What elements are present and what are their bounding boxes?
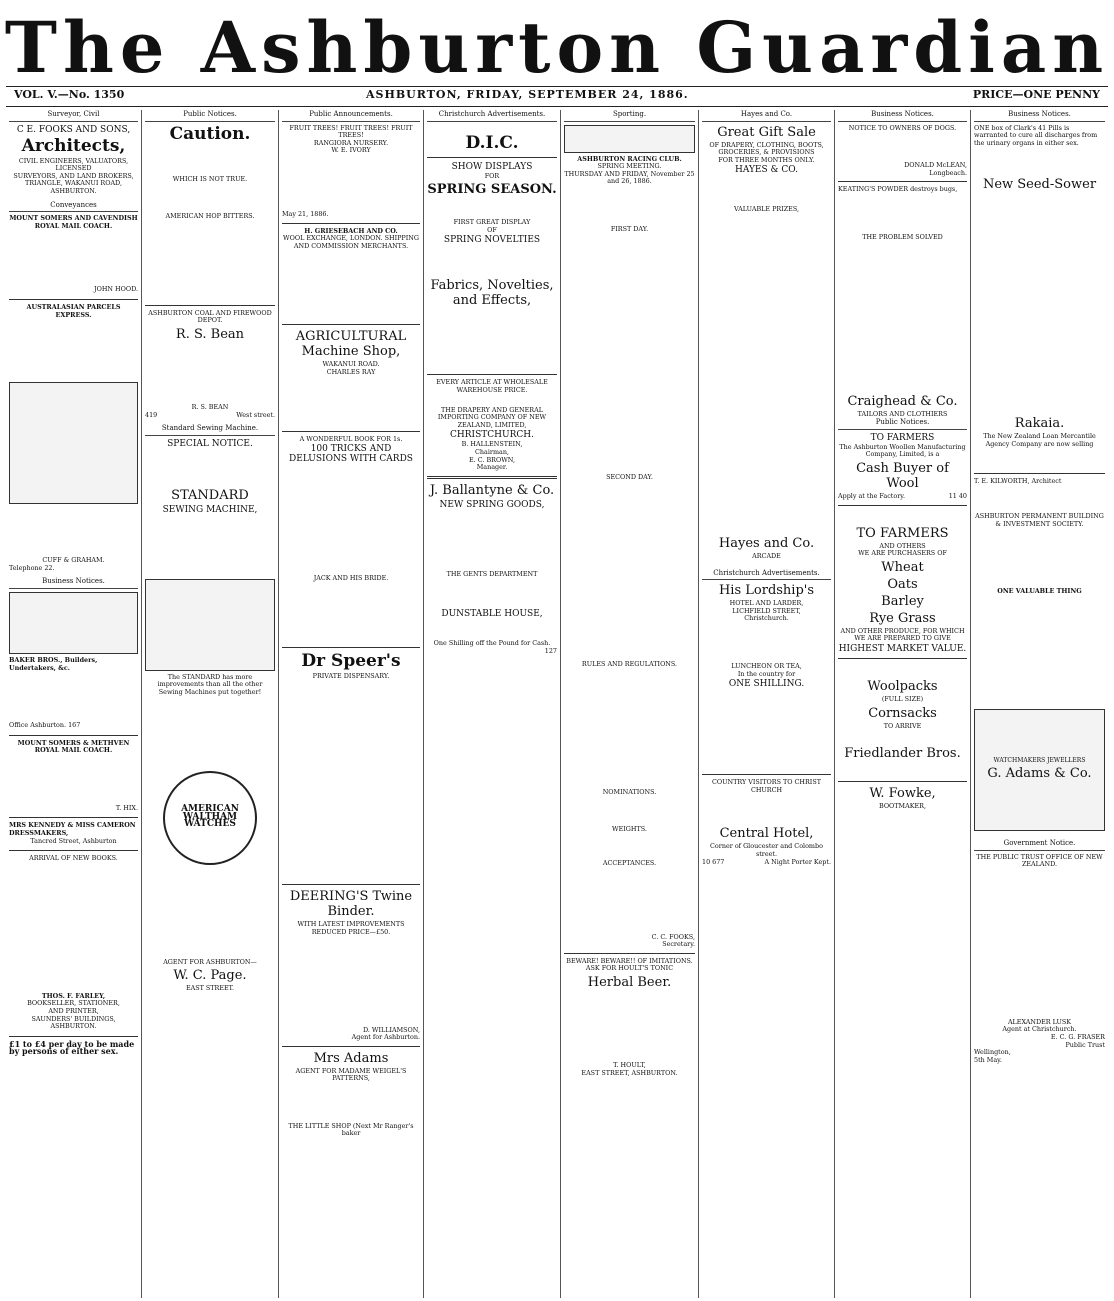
column-3: Public Announcements. FRUIT TREES! FRUIT TREES! FRUIT TREES! RANGIORA NURSERY. W. E. IVORY May 21, 1886. H. GRIESEBACH AND CO. WOOL EXCHANGE, LONDON. SHIPPING AND COMMISSION MERCHANTS. AGRICULTURAL Machine Shop, WAKANUI ROAD. CHARLES RAY A WONDERFUL BOOK FOR 1s. 100 TRICKS AND DELUSIONS WITH CARDS JACK AND HIS BRIDE. Dr Speer's PRIVATE DISPENSARY. DEERING'S Twine Binder. WITH LATEST IMPROVEMENTS REDUCED PRICE—£50. D. WILLIAMSON, Agent for Ashburton. Mrs Adams AGENT FOR MADAME WEIGEL'S PATTERNS, THE LITTLE SHOP (Next Mr Ranger's baker xyxy=(279,110,424,1298)
newspaper-title: The Ashburton Guardian xyxy=(4,6,1110,89)
masthead-top-rule xyxy=(6,86,1108,87)
masthead xyxy=(0,0,1114,106)
christchurch-header: Christchurch Advertisements. xyxy=(702,569,831,581)
column-header: Surveyor, Civil xyxy=(9,110,138,122)
masthead-info-row xyxy=(6,88,1108,104)
sewing-header: Standard Sewing Machine. xyxy=(145,424,275,436)
column-2: Public Notices. Caution. WHICH IS NOT TRUE. AMERICAN HOP BITTERS. ASHBURTON COAL AND FIREWOOD DEPOT. R. S. Bean R. S. BEAN 419 West street. Standard Sewing Machine. SPECIAL NOTICE. STANDARD SEWING MACHINE, The STANDARD has more improvements than all the other Sewing Machines put together! AMERICAN WALTHAM WATCHES AGENT FOR ASHBURTON— W. C. Page. EAST STREET. xyxy=(142,110,279,1298)
sewing-machine-illustration xyxy=(145,579,275,671)
issue-date: ASHBURTON, FRIDAY, SEPTEMBER 24, 1886. xyxy=(366,88,689,101)
column-1 xyxy=(6,110,142,1298)
coach-advert: MOUNT SOMERS AND CAVENDISH ROYAL MAIL COACH. JOHN HOOD. xyxy=(9,214,138,294)
parcels-advert: AUSTRALASIAN PARCELS EXPRESS. CUFF & GRAHAM. Telephone 22. xyxy=(9,304,138,572)
column-header: Sporting. xyxy=(564,110,695,122)
column-6: Hayes and Co. Great Gift Sale OF DRAPERY, CLOTHING, BOOTS, GROCERIES, & PROVISIONS FOR THREE MONTHS ONLY. HAYES & CO. VALUABLE PRIZES, Hayes and Co. ARCADE Christchurch Advertisements. His Lordship's HOTEL AND LARDER, LICHFIELD STREET, Christchurch. LUNCHEON OR TEA, In the country for ONE SHILLING. COUNTRY VISITORS TO CHRIST CHURCH Central Hotel, Corner of Gloucester and Colombo street. 10 677 A Night Porter Kept. xyxy=(699,110,835,1298)
waltham-watch-illustration: AMERICAN WALTHAM WATCHES xyxy=(163,771,257,865)
column-header: Business Notices. xyxy=(974,110,1105,122)
methven-coach-advert: MOUNT SOMERS & METHVEN ROYAL MAIL COACH. T. HIX. xyxy=(17,738,138,812)
issue-price: PRICE—ONE PENNY xyxy=(972,88,1100,101)
column-header: Public Notices. xyxy=(145,110,275,122)
column-8: Business Notices. ONE box of Clark's 41 Pills is warranted to cure all discharges from the urinary organs in either sex. New Seed-Sower Rakaia. The New Zealand Loan Mercantile Agency Company are now selling T. E. KILWORTH, Architect ASHBURTON PERMANENT BUILDING & INVESTMENT SOCIETY. ONE VALUABLE THING WATCHMAKERS JEWELLERS G. Adams & Co. Government Notice. THE PUBLIC TRUST OFFICE OF NEW ZEALAND. ALEXANDER LUSK Agent at Christchurch. E. C. G. FRASER Public Trust Wellington, 5th May. xyxy=(974,110,1105,1064)
public-notices-header: Public Notices. xyxy=(838,418,967,430)
coal-depot-advert: ASHBURTON COAL AND FIREWOOD DEPOT. R. S. Bean R. S. BEAN 419 West street. xyxy=(145,308,275,419)
column-header: Public Announcements. xyxy=(282,110,420,122)
conveyances-header: Conveyances xyxy=(9,201,138,213)
masthead-bottom-rule xyxy=(6,106,1108,107)
government-notice-header: Government Notice. xyxy=(974,839,1105,851)
caution-heading: Caution. xyxy=(169,123,251,144)
newspaper-columns xyxy=(6,110,1108,1298)
volume-number: VOL. V.—No. 1350 xyxy=(14,88,125,101)
fooks-advert: C E. FOOKS AND SONS, Architects, CIVIL ENGINEERS, VALUATORS, LICENSED SURVEYORS, AND LAND BROKERS, TRIANGLE, WAKANUI ROAD, ASHBURTON. xyxy=(13,124,134,195)
money-advert: £1 to £4 per day to be made by persons of either sex. xyxy=(9,1038,135,1057)
column-4: Christchurch Advertisements. D.I.C. SHOW DISPLAYS FOR SPRING SEASON. FIRST GREAT DISPLAY OF SPRING NOVELTIES Fabrics, Novelties, and Effects, EVERY ARTICLE AT WHOLESALE WAREHOUSE PRICE. THE DRAPERY AND GENERAL IMPORTING COMPANY OF NEW ZEALAND, LIMITED, CHRISTCHURCH. B. HALLENSTEIN, Chairman, E. C. BROWN, Manager. J. Ballantyne & Co. NEW SPRING GOODS, THE GENTS DEPARTMENT DUNSTABLE HOUSE, One Shilling off the Pound for Cash. 127 xyxy=(424,110,561,1298)
horse-cart-illustration xyxy=(9,592,138,654)
parcels-timetable-illustration xyxy=(9,382,138,504)
dressmakers-advert: MRS KENNEDY & MISS CAMERON DRESSMAKERS, Tancred Street, Ashburton xyxy=(9,821,136,845)
column-header: Christchurch Advertisements. xyxy=(427,110,557,122)
column-7: Business Notices. NOTICE TO OWNERS OF DOGS. DONALD McLEAN, Longbeach. KEATING'S POWDER destroys bugs, THE PROBLEM SOLVED Craighead & Co. TAILORS AND CLOTHIERS Public Notices. TO FARMERS The Ashburton Woollen Manufacturing Company, Limited, is a Cash Buyer of Wool Apply at the Factory. 11 40 TO FARMERS AND OTHERS WE ARE PURCHASERS OF Wheat Oats Barley Rye Grass AND OTHER PRODUCE, FOR WHICH WE ARE PREPARED TO GIVE HIGHEST MARKET VALUE. Woolpacks (FULL SIZE) Cornsacks TO ARRIVE Friedlander Bros. W. Fowke, BOOTMAKER, xyxy=(835,110,971,1298)
column-header: Business Notices. xyxy=(838,110,967,122)
horse-racing-illustration xyxy=(564,125,695,153)
baker-advert: BAKER BROS., Builders, Undertakers, &c. Office Ashburton. 167 xyxy=(9,655,98,730)
column-header: Hayes and Co. xyxy=(702,110,831,122)
column-5: Sporting. ASHBURTON RACING CLUB. SPRING MEETING. THURSDAY AND FRIDAY, November 25 and 26, 1886. FIRST DAY. SECOND DAY. RULES AND REGULATIONS. NOMINATIONS. WEIGHTS. ACCEPTANCES. C. C. FOOKS, Secretary. BEWARE! BEWARE!! OF IMITATIONS. ASK FOR HOULT'S TONIC Herbal Beer. T. HOULT, EAST STREET, ASHBURTON. xyxy=(561,110,699,1298)
books-advert: ARRIVAL OF NEW BOOKS. THOS. F. FARLEY, BOOKSELLER, STATIONER, AND PRINTER, SAUNDERS' BUILDINGS, ASHBURTON. xyxy=(27,854,120,1031)
business-notices-header: Business Notices. xyxy=(9,577,138,589)
watchmakers-sign-illustration: WATCHMAKERS JEWELLERS G. Adams & Co. xyxy=(974,709,1105,831)
